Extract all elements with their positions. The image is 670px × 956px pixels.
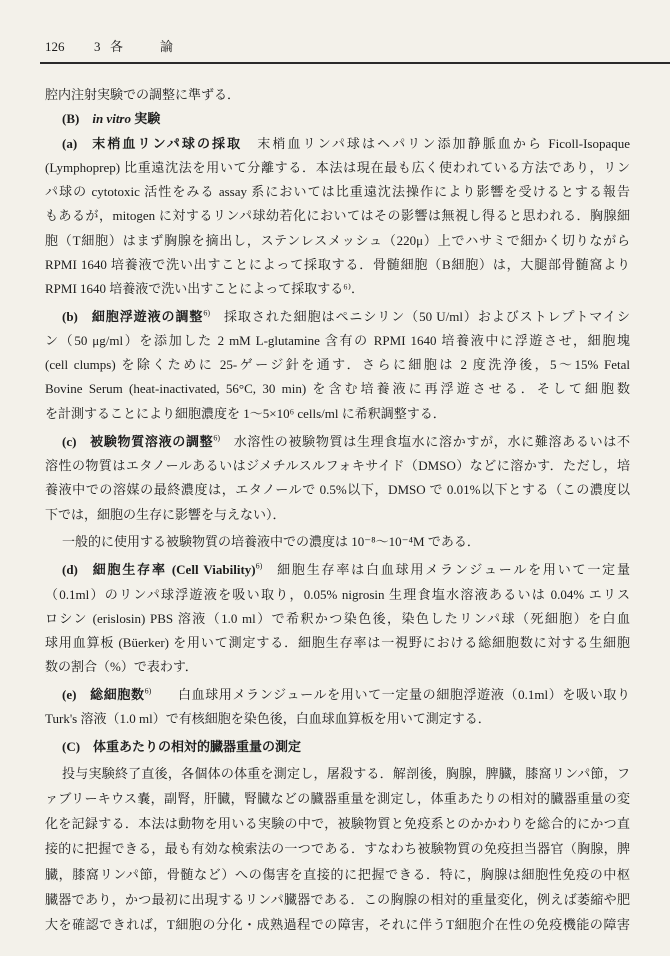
text-line: を計測することにより細胞濃度を 1〜5×10⁶ cells/ml に希釈調整する．: [45, 406, 446, 421]
item-label: (d): [62, 562, 78, 577]
text-line: 下では，細胞の生存に影響を与えない）．: [45, 507, 286, 522]
item-label: (e): [62, 687, 77, 702]
text-line: パ球の cytotoxic 活性をみる assay 系においては比重遠沈法操作により影響を受けるとする報告: [45, 184, 630, 199]
section-label: (C): [62, 739, 81, 754]
text-line: 球用血算板 (Büerker) を用いて測定する．細胞生存率は一視野における総細胞数に対する生細胞: [45, 635, 630, 650]
text-line: ァブリーキウス嚢，副腎，肝臓，腎臓などの臓器重量を測定し，体重あたりの相対的臓器重量の変: [45, 791, 630, 806]
text-line: 胞（T細胞）はまず胸腺を摘出し，ステンレスメッシュ（220μ）上でハサミで細かく切りながら: [45, 233, 630, 248]
text-line: 溶性の物質はエタノールあるいはジメチルスルフォキサイド（DMSO）などに溶かす．ただし，培: [45, 458, 630, 473]
section-title: 実験: [134, 111, 161, 126]
item-first-line: [45, 559, 630, 581]
text-line: 養液中での溶媒の最終濃度は，エタノールで 0.5%以下，DMSO で 0.01%以下とする（この濃度以: [45, 482, 630, 497]
text-line: 接的に把握できる，最も有効な検索法の一つである．すなわち被験物質の免疫担当器官（胸腺，脾: [45, 841, 630, 856]
header-rule: [40, 62, 670, 64]
item-first-line: [45, 133, 630, 155]
text-segment: 細胞生存率は白血球用メランジュールを用いて一定量: [275, 562, 630, 577]
text-segment: 水溶性の被験物質は生理食塩水に溶かすが，水に難溶あるいは不: [233, 434, 630, 449]
text-line: 臓器であり，かつ最初に出現するリンパ臓器である．この胸腺の相対的重量変化，例えば萎縮や肥: [45, 892, 630, 907]
text-line: 投与実験終了直後，各個体の体重を測定し，屠殺する．解剖後，胸腺，脾臓，膝窩リンパ節，フ: [62, 766, 630, 781]
text-segment: 採取された細胞はペニシリン（50 U/ml）およびストレプトマイシ: [223, 309, 630, 324]
item-label: (a): [62, 136, 78, 151]
text-line: RPMI 1640 培養液で洗い出すことによって採取する．骨髄細胞（B細胞）は，大腿部骨髄窩より: [45, 257, 630, 272]
text-line: 一般的に使用する被験物質の培養液中での濃度は 10⁻⁸〜10⁻⁴M である．: [62, 534, 480, 549]
reference-mark: 6): [203, 308, 211, 318]
item-first-line: [45, 306, 630, 328]
reference-mark: 6): [144, 686, 152, 696]
text-line: (cell clumps) を除くために 25-ゲージ針を通す．さらに細胞は 2 度洗浄後，5〜15% Fetal: [45, 357, 630, 372]
item-first-line: [45, 684, 630, 706]
page-number: 126: [45, 39, 65, 54]
item-label: (b): [62, 309, 78, 324]
text-line: 腔内注射実験での調整に準ずる．: [45, 87, 241, 102]
text-line: 化を記録する．本法は動物を用いる実験の中で，被験物質と免疫系とのかかわりを総合的にかつ直: [45, 816, 630, 831]
text-line: 数の割合（%）で表わす．: [45, 659, 198, 674]
item-title: 総細胞数: [89, 687, 145, 702]
text-line: 臓，膝窩リンパ節，骨髄など）への傷害を直接的に把握できる．特に，胸腺は細胞性免疫の中枢: [45, 867, 630, 882]
text-line: ロシン (erislosin) PBS 溶液（1.0 ml）で希釈かつ染色後，染色したリンパ球（死細胞）を白血: [45, 611, 630, 626]
text-line: (Lymphoprep) 比重遠沈法を用いて分離する．本法は現在最も広く使われている方法であり，リン: [45, 160, 630, 175]
text-line: Bovine Serum (heat-inactivated, 56°C, 30 min) を含む培養液に再浮遊させる．そして細胞数: [45, 381, 630, 396]
section-label: (B): [62, 111, 80, 126]
section-heading-b: [45, 108, 630, 130]
chapter-title: 各 論: [110, 39, 186, 54]
text-line: 大を確認できれば，T細胞の分化・成熟過程での障害，それに伴うT細胞介在性の免疫機能の障害: [45, 917, 630, 932]
item-title: 末梢血リンパ球の採取: [90, 136, 243, 151]
section-title-italic: in vitro: [92, 111, 131, 126]
section-heading-c: [45, 736, 630, 758]
text-line: もあるが，mitogen に対するリンパ球幼若化においてはその影響は無視し得ると思われる．胸腺細: [45, 208, 630, 223]
text-segment: 末梢血リンパ球はヘパリン添加静脈血から Ficoll-Isopaque: [255, 136, 631, 151]
text-line: RPMI 1640 培養液で洗い出すことによって採取する⁶⁾．: [45, 281, 365, 296]
item-title: 細胞生存率 (Cell Viability): [90, 562, 256, 577]
text-line: ン（50 μg/ml）を添加した 2 mM L-glutamine 含有の RPMI 1640 培養液中に浮遊させ，細胞塊: [45, 333, 630, 348]
item-title: 被験物質溶液の調整: [89, 434, 214, 449]
item-title: 細胞浮遊液の調整: [90, 309, 204, 324]
reference-mark: 6): [213, 433, 220, 443]
reference-mark: 6): [255, 561, 263, 571]
chapter-number: 3: [94, 39, 101, 54]
item-first-line: [45, 431, 630, 453]
item-label: (c): [62, 434, 77, 449]
text-line: （0.1ml）のリンパ球浮遊液を吸い取り，0.05% nigrosin 生理食塩水溶液あるいは 0.04% エリス: [45, 587, 630, 602]
text-segment: 白血球用メランジュールを用いて一定量の細胞浮遊液（0.1ml）を吸い取り: [177, 687, 630, 702]
text-line: Turk's 溶液（1.0 ml）で有核細胞を染色後，白血球血算板を用いて測定する．: [45, 711, 491, 726]
section-title: 体重あたりの相対的臓器重量の測定: [93, 739, 302, 754]
